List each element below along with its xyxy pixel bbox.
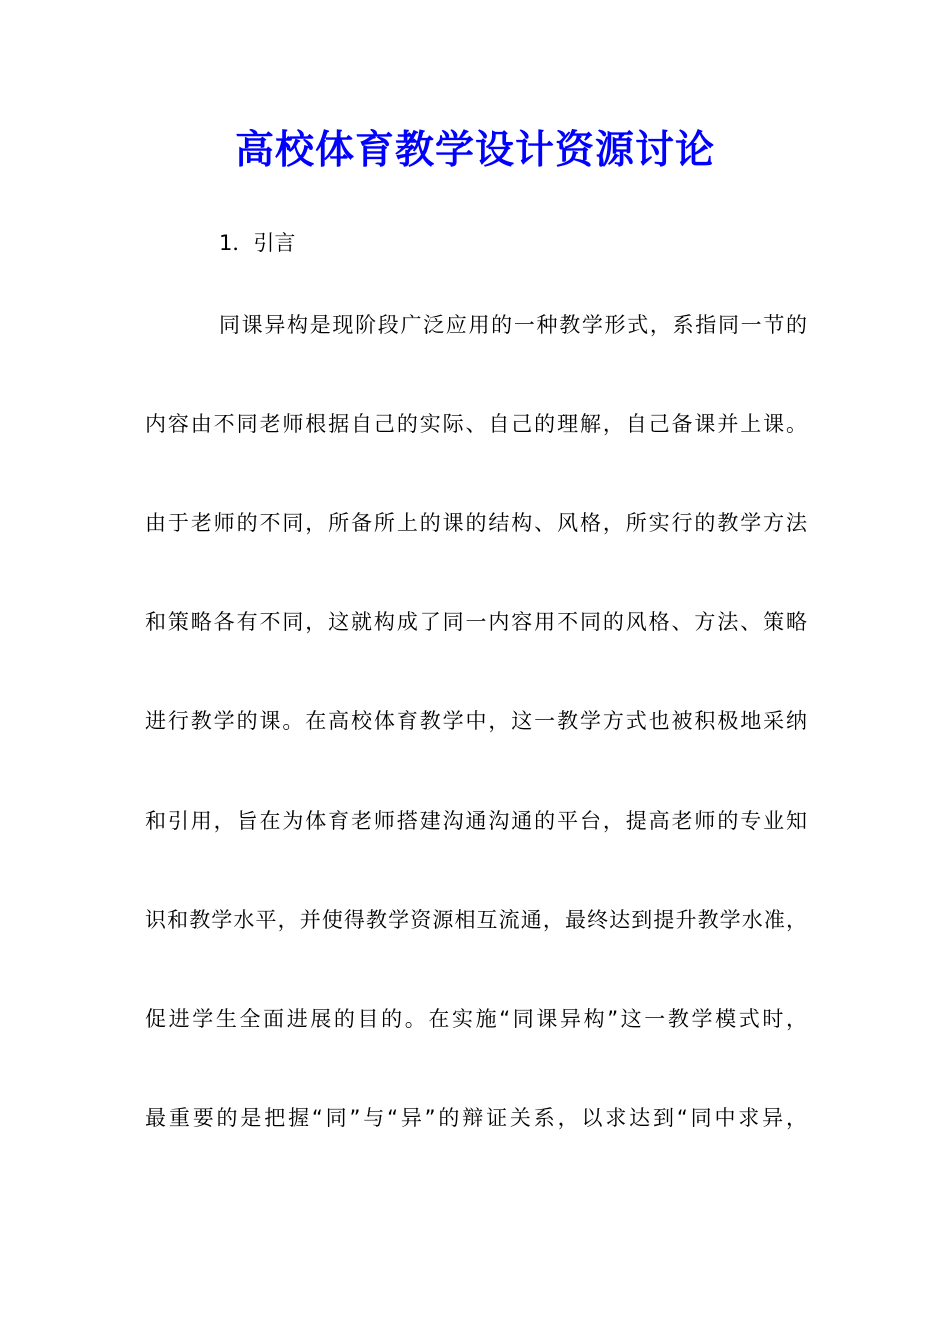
paragraph-line-8: 促进学生全面进展的目的。在实施“同课异构”这一教学模式时， bbox=[145, 1007, 807, 1031]
paragraph-line-6: 和引用，旨在为体育老师搭建沟通沟通的平台，提高老师的专业知 bbox=[145, 809, 807, 833]
paragraph-line-7: 识和教学水平，并使得教学资源相互流通，最终达到提升教学水准， bbox=[145, 908, 807, 932]
section-heading: 1．引言 bbox=[219, 231, 296, 255]
document-title: 高校体育教学设计资源讨论 bbox=[234, 127, 715, 173]
paragraph-line-3: 由于老师的不同，所备所上的课的结构、风格，所实行的教学方法 bbox=[145, 511, 807, 535]
paragraph-line-1: 同课异构是现阶段广泛应用的一种教学形式，系指同一节的 bbox=[219, 313, 807, 337]
paragraph-line-9: 最重要的是把握“同”与“异”的辩证关系，以求达到“同中求异， bbox=[145, 1106, 807, 1130]
paragraph-line-2: 内容由不同老师根据自己的实际、自己的理解，自己备课并上课。 bbox=[145, 412, 807, 436]
paragraph-line-4: 和策略各有不同，这就构成了同一内容用不同的风格、方法、策略 bbox=[145, 610, 807, 634]
paragraph-line-5: 进行教学的课。在高校体育教学中，这一教学方式也被积极地采纳 bbox=[145, 709, 807, 733]
